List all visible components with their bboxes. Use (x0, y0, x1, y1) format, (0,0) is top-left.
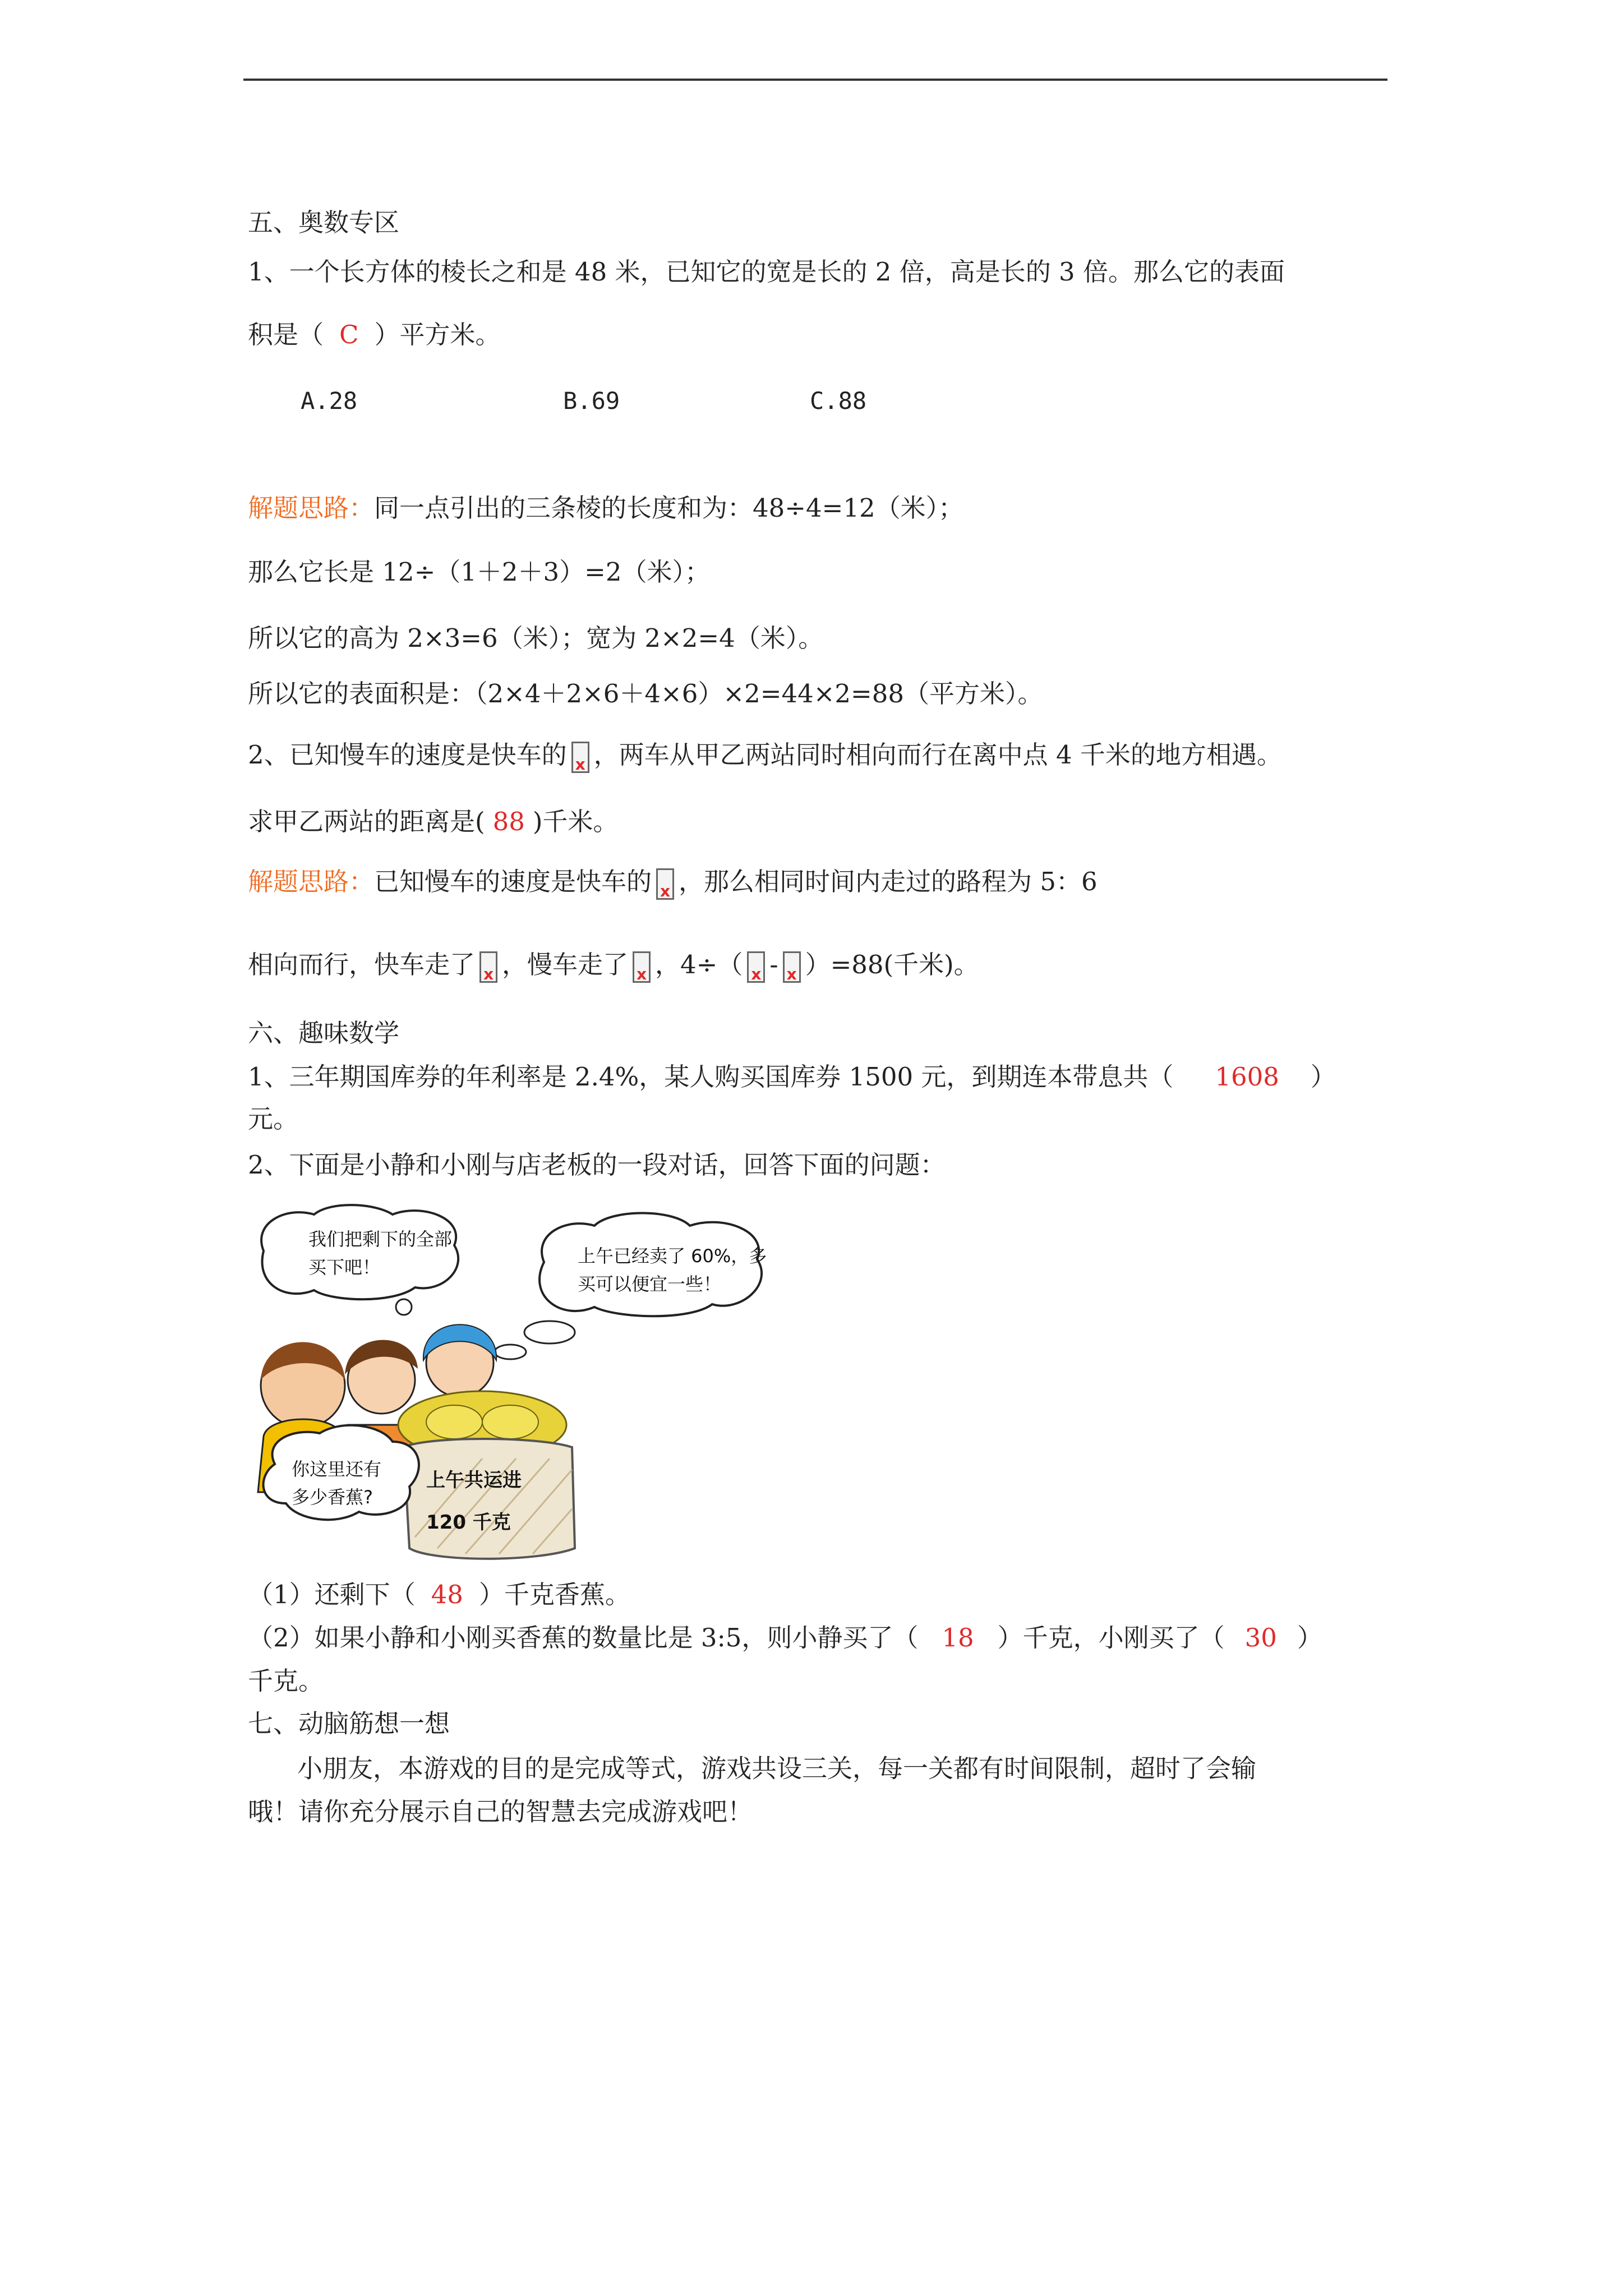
q2-line1-post: ，两车从甲乙两站同时相向而行在离中点 4 千米的地方相遇。 (593, 740, 1282, 770)
q1-solution-4: 所以它的表面积是：（2×4＋2×6＋4×6）×2=44×2=88（平方米）。 (248, 679, 1043, 708)
bubble-2-tail-1 (524, 1321, 575, 1343)
header-rule (243, 79, 1387, 81)
section-5-title: 五、奥数专区 (248, 208, 400, 237)
speech-bubble-1 (261, 1205, 458, 1299)
q1-line2-post: ）平方米。 (374, 320, 501, 349)
q2-hint2-c: ，4÷（ (655, 950, 743, 979)
q1-line1: 1、一个长方体的棱长之和是 48 米，已知它的宽是长的 2 倍，高是长的 3 倍。那么它的表面 (248, 257, 1285, 287)
sack-label-line-2: 120 千克 (426, 1511, 511, 1534)
option-b: B.69 (563, 387, 620, 415)
bubble-3-line-2: 多少香蕉? (292, 1487, 373, 1508)
fraction-image-icon (479, 951, 497, 983)
fraction-image-icon (571, 742, 589, 773)
s6-q1-answer: 1608 (1215, 1062, 1279, 1092)
hint-label-2: 解题思路： (248, 867, 375, 896)
q2-hint2-b: ，慢车走了 (502, 950, 629, 979)
bubble-2-tail-2 (495, 1345, 526, 1359)
fraction-image-icon (747, 951, 765, 983)
s6-part-2-mid: ）千克，小刚买了（ (997, 1623, 1225, 1653)
section-7-title: 七、动脑筋想一想 (248, 1709, 450, 1738)
q2-line2-pre: 求甲乙两站的距离是( (248, 807, 485, 836)
q1-line2-pre: 积是（ (248, 320, 324, 349)
option-c: C.88 (810, 387, 867, 415)
q1-solution-1 (248, 491, 963, 525)
bubble-2-line-2: 买可以便宜一些！ (578, 1273, 722, 1295)
section-6-title: 六、趣味数学 (248, 1018, 400, 1048)
s7-paragraph-line1: 小朋友，本游戏的目的是完成等式，游戏共设三关，每一关都有时间限制，超时了会输 (297, 1754, 1257, 1783)
q2-line1 (248, 738, 1282, 773)
s6-part-2-answer-1: 18 (942, 1623, 974, 1653)
s6-q1-line1 (248, 1060, 1336, 1094)
q2-hint2-e: ）=88(千米)。 (805, 950, 979, 979)
option-a: A.28 (301, 387, 358, 415)
q1-solution-1-text: 同一点引出的三条棱的长度和为：48÷4=12（米）； (374, 493, 964, 523)
s6-q2: 2、下面是小静和小刚与店老板的一段对话，回答下面的问题： (248, 1150, 946, 1180)
s6-part-1-answer: 48 (431, 1580, 463, 1609)
q1-answer: C (339, 320, 359, 349)
q1-solution-3: 所以它的高为 2×3=6（米）；宽为 2×2=4（米）。 (248, 623, 824, 653)
q2-hint-line (248, 865, 1098, 900)
q2-line2 (248, 805, 618, 839)
q2-line2-post: )千米。 (532, 807, 619, 836)
s6-part-1-pre: （1）还剩下（ (248, 1580, 416, 1609)
q2-hint-line-2 (248, 948, 979, 983)
fraction-image-icon (656, 868, 674, 900)
hint-label: 解题思路： (248, 493, 375, 523)
s6-q1-post: ） (1310, 1062, 1336, 1092)
q2-hint-pre: 已知慢车的速度是快车的 (374, 867, 652, 896)
s6-part-1 (248, 1578, 630, 1612)
s7-paragraph-line2: 哦！请你充分展示自己的智慧去完成游戏吧！ (248, 1797, 753, 1826)
fraction-image-icon (633, 951, 651, 983)
bubble-3-line-1: 你这里还有 (292, 1458, 382, 1480)
bubble-2-line-1: 上午已经卖了 60%，多 (578, 1245, 767, 1267)
bubble-1-tail-dot (396, 1299, 412, 1315)
q2-hint2-a: 相向而行，快车走了 (248, 950, 476, 979)
bubble-1-line-2: 买下吧！ (308, 1257, 381, 1278)
fraction-image-icon (783, 951, 801, 983)
sack-label-line-1: 上午共运进 (426, 1469, 522, 1492)
shop-dialogue-illustration (247, 1200, 869, 1565)
s6-part-2-answer-2: 30 (1244, 1623, 1277, 1653)
q1-solution-2: 那么它长是 12÷（1＋2＋3）=2（米）； (248, 557, 710, 587)
s6-part-2-pre: （2）如果小静和小刚买香蕉的数量比是 3:5，则小静买了（ (248, 1623, 919, 1653)
q1-line2 (248, 318, 500, 352)
q2-line1-pre: 2、已知慢车的速度是快车的 (248, 740, 567, 770)
q2-hint2-d: - (769, 950, 778, 979)
q2-hint-post: ，那么相同时间内走过的路程为 5：6 (679, 867, 1098, 896)
banana-sack (404, 1439, 575, 1559)
s6-q1-line2: 元。 (248, 1104, 299, 1134)
s6-part-2-line2: 千克。 (248, 1666, 324, 1696)
q2-answer: 88 (492, 807, 525, 836)
bubble-1-line-1: 我们把剩下的全部 (308, 1228, 453, 1250)
s6-part-2-line1 (248, 1621, 1322, 1655)
s6-part-1-post: ）千克香蕉。 (478, 1580, 630, 1609)
s6-q1-pre: 1、三年期国库券的年利率是 2.4%，某人购买国库券 1500 元，到期连本带息共（ (248, 1062, 1174, 1092)
s6-part-2-post: ） (1297, 1623, 1322, 1653)
